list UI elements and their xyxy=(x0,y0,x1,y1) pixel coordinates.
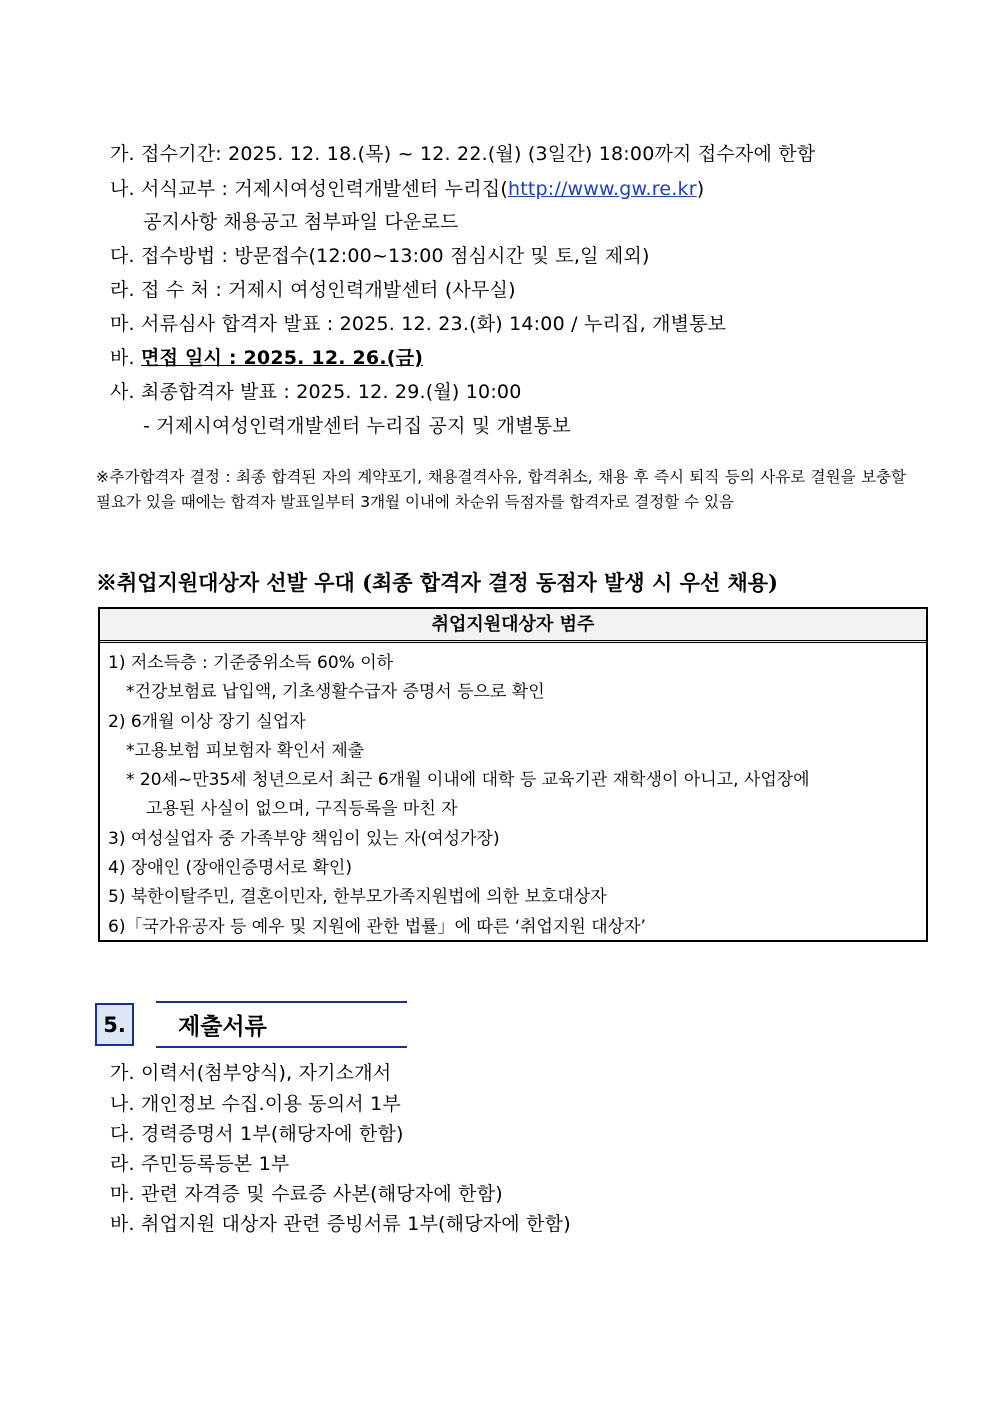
category-line: 5) 북한이탈주민, 결혼이민자, 한부모가족지원법에 의한 보호대상자 xyxy=(108,887,607,908)
schedule-final-result-note: - 거제시여성인력개발센터 누리집 공지 및 개별통보 xyxy=(143,415,571,437)
category-line: *고용보험 피보험자 확인서 제출 xyxy=(126,740,365,761)
interview-date-text: 면접 일시 : 2025. 12. 26.(금) xyxy=(141,347,424,369)
category-line: 2) 6개월 이상 장기 실업자 xyxy=(108,711,306,732)
homepage-link[interactable]: http://www.gw.re.kr xyxy=(507,178,697,200)
category-line: 고용된 사실이 없으며, 구직등록을 마친 자 xyxy=(146,799,458,820)
category-line: *건강보험료 납입액, 기초생활수급자 증명서 등으로 확인 xyxy=(126,682,545,703)
schedule-form-distribution xyxy=(110,174,704,201)
preference-heading: ※취업지원대상자 선발 우대 (최종 합격자 결정 동점자 발생 시 우선 채용) xyxy=(96,570,778,595)
additional-hire-note: ※추가합격자 결정 : 최종 합격된 자의 계약포기, 채용결격사유, 합격취소, 채용 후 즉시 퇴직 등의 사유로 결원을 보충할 필요가 있을 때에는 합격자 발표일부터 3개월 이내에 차순위 득점자를 합격자로 결정할 수 있음 xyxy=(96,468,906,511)
document-item: 라. 주민등록등본 1부 xyxy=(110,1153,290,1175)
interview-prefix: 바. xyxy=(110,347,142,369)
document-item: 다. 경력증명서 1부(해당자에 한함) xyxy=(110,1123,404,1145)
schedule-form-download-note: 공지사항 채용공고 첨부파일 다운로드 xyxy=(143,211,459,233)
form-distribution-label: 나. 서식교부 : 거제시여성인력개발센터 누리집( xyxy=(110,178,508,200)
schedule-receipt-place: 라. 접 수 처 : 거제시 여성인력개발센터 (사무실) xyxy=(110,279,516,301)
category-line: 3) 여성실업자 중 가족부양 책임이 있는 자(여성가장) xyxy=(108,828,500,849)
schedule-receipt-period: 가. 접수기간: 2025. 12. 18.(목) ~ 12. 22.(월) (3일간) 18:00까지 접수자에 한함 xyxy=(110,143,816,165)
document-item: 나. 개인정보 수집.이용 동의서 1부 xyxy=(110,1093,401,1115)
form-distribution-suffix: ) xyxy=(696,178,705,200)
document-item: 바. 취업지원 대상자 관련 증빙서류 1부(해당자에 한함) xyxy=(110,1213,571,1235)
category-line: 1) 저소득층 : 기준중위소득 60% 이하 xyxy=(108,653,394,673)
category-table-title: 취업지원대상자 범주 xyxy=(100,609,926,643)
category-line: 6)「국가유공자 등 예우 및 지원에 관한 법률」에 따른 ‘취업지원 대상자’ xyxy=(108,916,646,937)
schedule-document-result: 마. 서류심사 합격자 발표 : 2025. 12. 23.(화) 14:00 / 누리집, 개별통보 xyxy=(110,313,727,335)
category-line: 4) 장애인 (장애인증명서로 확인) xyxy=(108,858,352,879)
schedule-receipt-method: 다. 접수방법 : 방문접수(12:00~13:00 점심시간 및 토,일 제외) xyxy=(110,245,650,267)
document-item: 가. 이력서(첨부양식), 자기소개서 xyxy=(110,1062,392,1084)
category-line: * 20세~만35세 청년으로서 최근 6개월 이내에 대학 등 교육기관 재학생이 아니고, 사업장에 xyxy=(126,770,810,791)
category-table-body xyxy=(100,643,926,942)
section-title: 제출서류 xyxy=(178,1014,267,1040)
section-number: 5. xyxy=(95,1003,134,1046)
schedule-interview-date xyxy=(110,343,423,370)
document-item: 마. 관련 자격증 및 수료증 사본(해당자에 한함) xyxy=(110,1183,503,1205)
schedule-final-result: 사. 최종합격자 발표 : 2025. 12. 29.(월) 10:00 xyxy=(110,381,522,403)
section-title-rule-top xyxy=(156,1001,407,1003)
category-table xyxy=(98,607,928,942)
section-title-rule-bottom xyxy=(156,1046,407,1048)
